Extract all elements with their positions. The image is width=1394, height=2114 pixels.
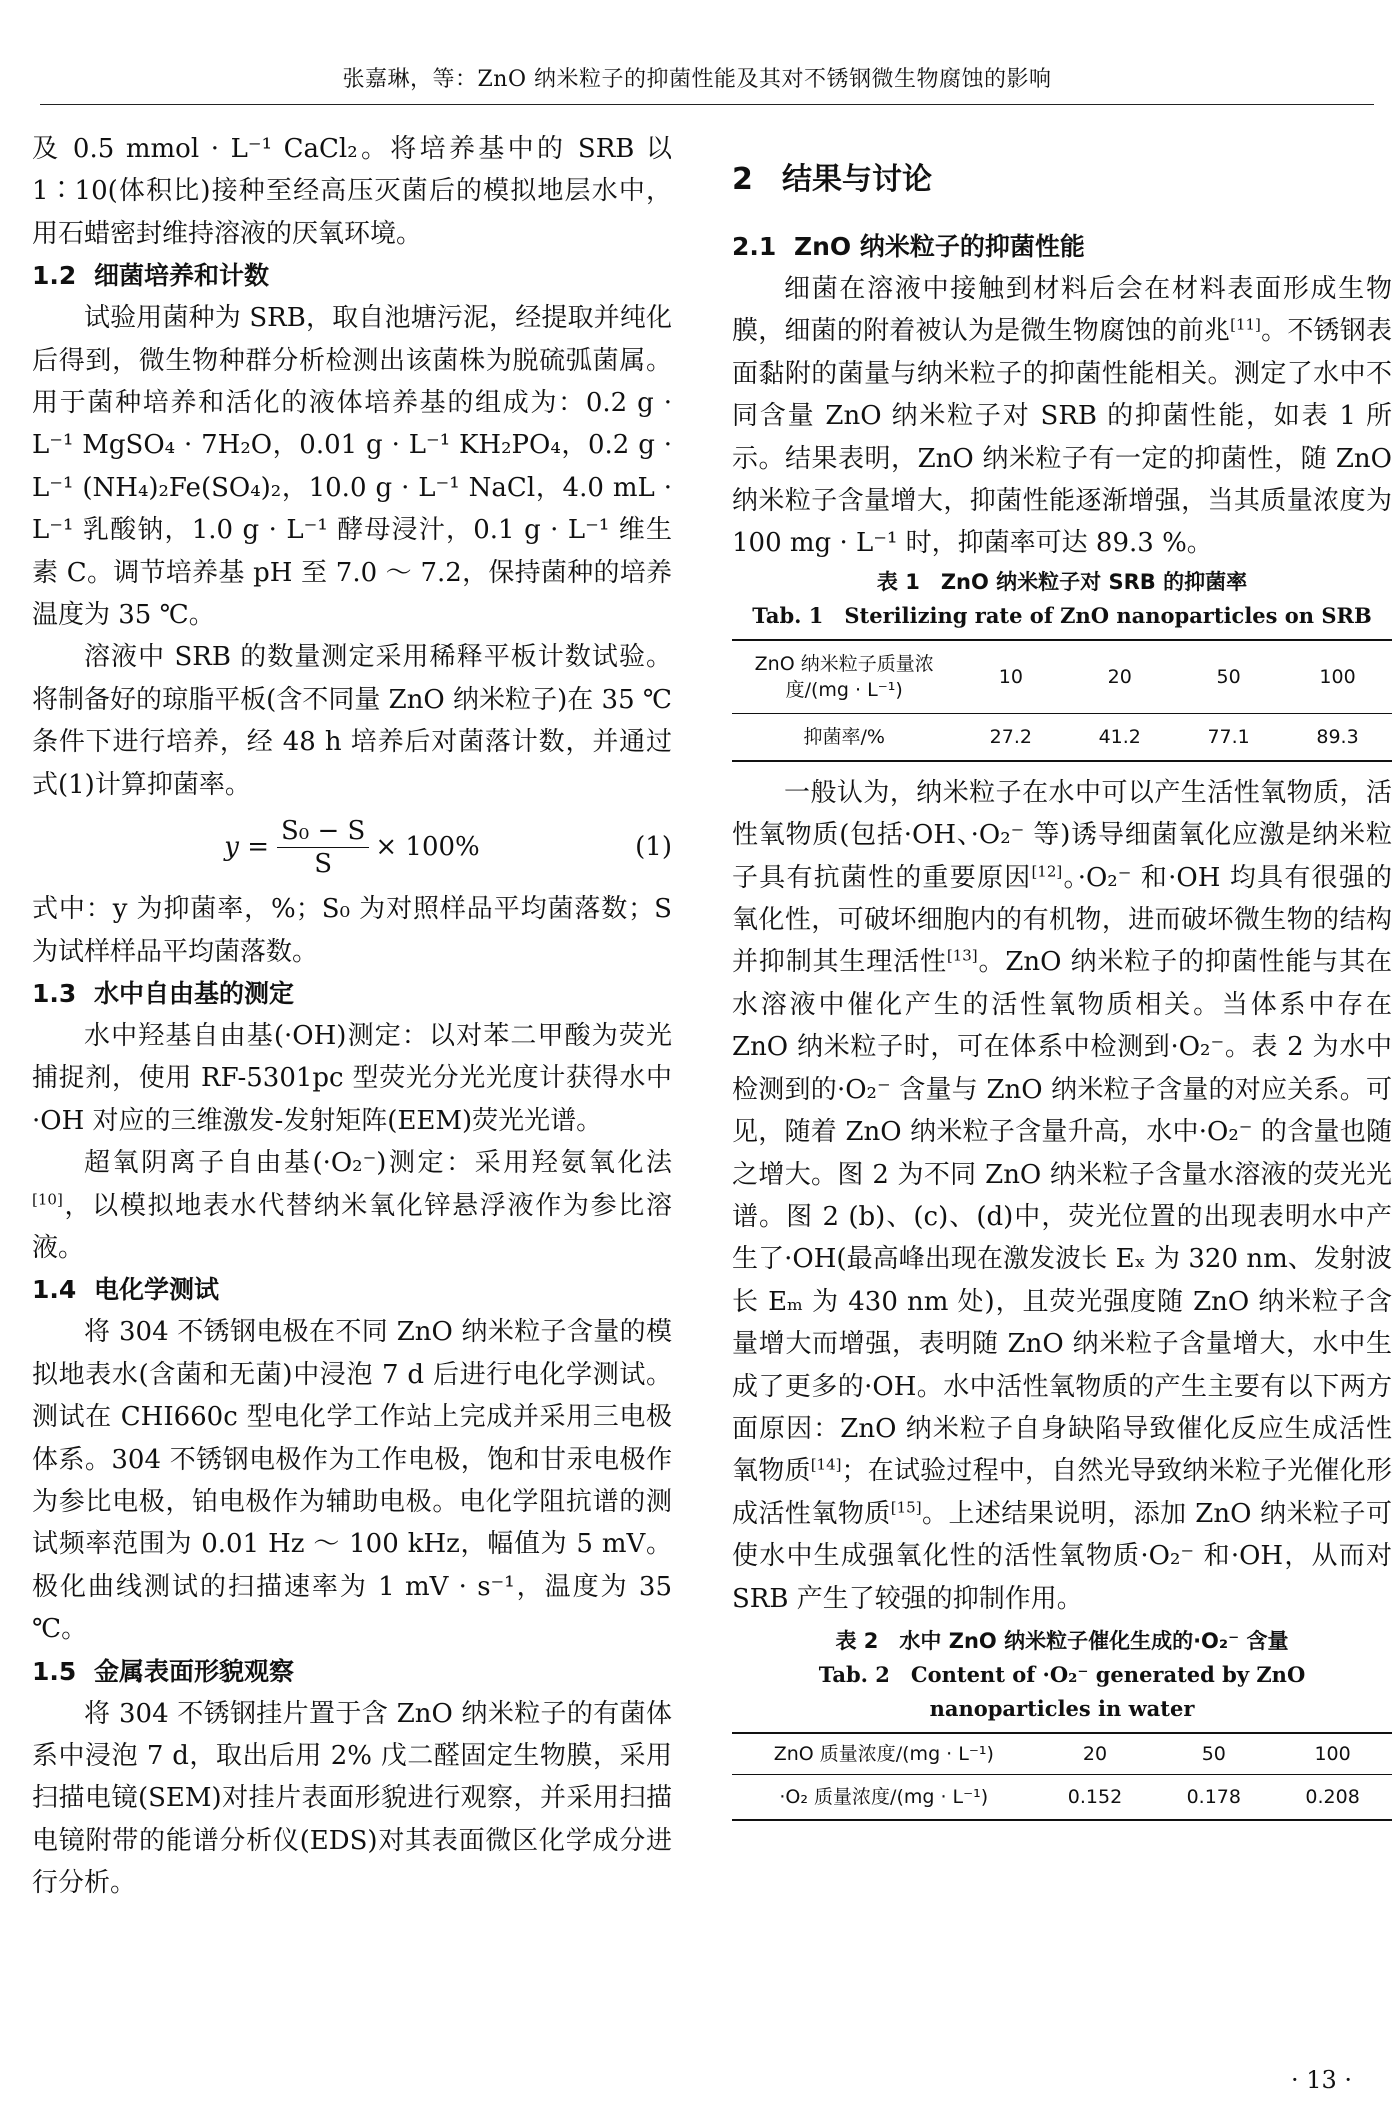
table-cell: 0.152	[1067, 1785, 1123, 1808]
paragraph-hydroxyl: 水中羟基自由基(·OH)测定：以对苯二甲酸为荧光捕捉剂，使用 RF-5301pc 型荧光分光光度计获得水中·OH 对应的三维激发-发射矩阵(EEM)荧光光谱。	[32, 1020, 672, 1136]
citation: [12]	[1031, 862, 1063, 880]
text-run: 细菌在溶液中接触到材料后会在材料表面形成生物膜，细菌的附着被认为是微生物腐蚀的前兆	[732, 274, 1392, 347]
paragraph-morphology: 将 304 不锈钢挂片置于含 ZnO 纳米粒子的有菌体系中浸泡 7 d，取出后用 2% 戊二醛固定生物膜，采用扫描电镜(SEM)对挂片表面形貌进行观察，并采用扫描电镜附带的能谱分析仪(EDS)对其表面微区化学成分进行分析。	[32, 1698, 672, 1899]
table-row-label: ZnO 纳米粒子质量浓度/(mg · L⁻¹)	[732, 640, 956, 714]
equation-1	[32, 806, 672, 888]
citation: [13]	[946, 946, 978, 965]
right-column	[732, 160, 1392, 1821]
paragraph-continued: 及 0.5 mmol · L⁻¹ CaCl₂。将培养基中的 SRB 以 1∶10(体积比)接种至经高压灭菌后的模拟地层水中，用石蜡密封维持溶液的厌氧环境。	[32, 134, 672, 249]
section-1-4-heading	[32, 1269, 672, 1311]
section-number: 1.2	[32, 261, 77, 291]
table-row-label: ·O₂ 质量浓度/(mg · L⁻¹)	[779, 1785, 989, 1808]
table-1-caption-en: Tab. 1 Sterilizing rate of ZnO nanoparticles on SRB	[752, 602, 1372, 628]
paragraph-equation-notes: 式中：y 为抑菌率，%；S₀ 为对照样品平均菌落数；S 为试样样品平均菌落数。	[32, 894, 672, 967]
equation-lhs: y =	[224, 831, 269, 862]
table-row	[732, 1774, 1392, 1820]
table-cell: 0.208	[1305, 1785, 1360, 1808]
table-cell: 20	[1036, 1733, 1155, 1775]
equation-fraction	[277, 815, 369, 880]
text-run: 。上述结果说明，添加 ZnO 纳米粒子可使水中生成强氧化性的活性氧物质·O₂⁻ 和·OH，从而对 SRB 产生了较强的抑制作用。	[732, 1498, 1392, 1614]
section-title: 结果与讨论	[782, 162, 932, 197]
section-2-heading	[732, 160, 1392, 200]
table-cell: 20	[1065, 640, 1174, 714]
running-header: 张嘉琳，等：ZnO 纳米粒子的抑菌性能及其对不锈钢微生物腐蚀的影响	[342, 67, 1052, 92]
section-2-1-heading	[732, 226, 1392, 268]
table-2-caption-en: Tab. 2 Content of ·O₂⁻ generated by ZnO nanoparticles in water	[818, 1661, 1306, 1721]
section-title: 细菌培养和计数	[94, 261, 270, 291]
paragraph-counting: 溶液中 SRB 的数量测定采用稀释平板计数试验。将制备好的琼脂平板(含不同量 ZnO 纳米粒子)在 35 ℃ 条件下进行培养，经 48 h 培养后对菌落计数，并通过式(1)计算抑菌率。	[32, 642, 672, 800]
citation: [11]	[1230, 315, 1261, 334]
table-row	[732, 640, 1392, 714]
table-1	[732, 639, 1392, 762]
page-number: · 13 ·	[1290, 2066, 1352, 2094]
paragraph-superoxide	[32, 1142, 672, 1269]
citation: [10]	[32, 1189, 63, 1208]
table-cell: 100	[1273, 1733, 1392, 1775]
table-row	[732, 713, 1392, 761]
section-number: 2	[732, 162, 753, 197]
text-run: 一般认为，纳米粒子在水中可以产生活性氧物质，活性氧物质(包括·OH、·O₂⁻ 等)诱导细菌氧化应激是纳米粒子具有抗菌性的重要原因	[732, 777, 1392, 893]
text-run: 。ZnO 纳米粒子的抑菌性能与其在水溶液中催化产生的活性氧物质相关。当体系中存在 ZnO 纳米粒子时，可在体系中检测到·O₂⁻。表 2 为水中检测到的·O₂⁻ 含量与 ZnO 纳米粒子含量的对应关系。可见，随着 ZnO 纳米粒子含量升高，水中·O₂⁻ 的含量也随之增大。图 2 为不同 ZnO 纳米粒子含量水溶液的荧光光谱。图 2 (b)、(c)、(d)中，荧光位置的出现表明水中产生了·OH(最高峰出现在激发波长 Eₓ 为 320 nm、发射波长 Eₘ 为 430 nm 处)，且荧光强度随 ZnO 纳米粒子含量增大而增强，表明随 ZnO 纳米粒子含量增大，水中生成了更多的·OH。水中活性氧物质的产生主要有以下两方面原因：ZnO 纳米粒子自身缺陷导致催化反应生成活性氧物质	[732, 947, 1392, 1487]
table-cell: 77.1	[1207, 725, 1250, 748]
text-run: ；在试验过程中，自然光导致纳米粒子光催化形成活性氧物质	[732, 1456, 1392, 1529]
paragraph-antibacterial	[732, 268, 1392, 565]
equation-numerator: S₀ − S	[277, 815, 369, 848]
header-rule	[40, 104, 1374, 105]
citation: [15]	[890, 1498, 922, 1517]
table-cell: 100	[1283, 640, 1392, 714]
paragraph-ros	[732, 772, 1392, 1620]
section-title: 电化学测试	[94, 1275, 220, 1305]
table-cell: 50	[1174, 640, 1283, 714]
section-1-3-heading	[32, 973, 672, 1015]
section-number: 1.4	[32, 1275, 77, 1305]
equation-denominator: S	[314, 848, 333, 879]
section-number: 2.1	[732, 232, 777, 261]
text-run: 。·O₂⁻ 和·OH 均具有很强的氧化性，可破坏细胞内的有机物，进而破坏微生物的结构并抑制其生理活性	[732, 862, 1392, 978]
text-run: 超氧阴离子自由基(·O₂⁻)测定：采用羟氨氧化法	[84, 1148, 672, 1179]
section-1-5-heading	[32, 1651, 672, 1693]
table-cell: 10	[956, 640, 1065, 714]
equation-label: (1)	[635, 832, 672, 863]
citation: [14]	[810, 1455, 842, 1474]
table-row-label: ZnO 质量浓度/(mg · L⁻¹)	[732, 1733, 1036, 1775]
text-run: ，以模拟地表水代替纳米氧化锌悬浮液作为参比溶液。	[32, 1190, 672, 1263]
equation-rhs: × 100%	[375, 831, 480, 862]
section-1-2-heading	[32, 255, 672, 297]
section-title: 水中自由基的测定	[94, 978, 295, 1008]
table-1-caption-cn: 表 1 ZnO 纳米粒子对 SRB 的抑菌率	[876, 569, 1248, 594]
paragraph-culture: 试验用菌种为 SRB，取自池塘污泥，经提取并纯化后得到，微生物种群分析检测出该菌株为脱硫弧菌属。用于菌种培养和活化的液体培养基的组成为：0.2 g · L⁻¹ MgSO₄ · 7H₂O，0.01 g · L⁻¹ KH₂PO₄，0.2 g · L⁻¹ (NH₄)₂Fe(SO₄)₂，10.0 g · L⁻¹ NaCl，4.0 mL · L⁻¹ 乳酸钠，1.0 g · L⁻¹ 酵母浸汁，0.1 g · L⁻¹ 维生素 C。调节培养基 pH 至 7.0 ～ 7.2，保持菌种的培养温度为 35 ℃。	[32, 303, 672, 631]
section-title: 金属表面形貌观察	[94, 1656, 295, 1686]
paragraph-electrochemistry: 将 304 不锈钢电极在不同 ZnO 纳米粒子含量的模拟地表水(含菌和无菌)中浸泡 7 d 后进行电化学测试。测试在 CHI660c 型电化学工作站上完成并采用三电极体系。304 不锈钢电极作为工作电极，饱和甘汞电极作为参比电极，铂电极作为辅助电极。电化学阻抗谱的测试频率范围为 0.01 Hz ～ 100 kHz，幅值为 5 mV。极化曲线测试的扫描速率为 1 mV · s⁻¹，温度为 35 ℃。	[32, 1317, 672, 1645]
table-cell: 50	[1154, 1733, 1273, 1775]
table-cell: 27.2	[989, 725, 1032, 748]
table-row	[732, 1733, 1392, 1775]
table-cell: 89.3	[1316, 725, 1359, 748]
section-number: 1.3	[32, 978, 77, 1008]
text-run: 。不锈钢表面黏附的菌量与纳米粒子的抑菌性能相关。测定了水中不同含量 ZnO 纳米粒子对 SRB 的抑菌性能，如表 1 所示。结果表明，ZnO 纳米粒子有一定的抑菌性，随 ZnO 纳米粒子含量增大，抑菌性能逐渐增强，当其质量浓度为 100 mg · L⁻¹ 时，抑菌率可达 89.3 %。	[732, 316, 1392, 559]
table-2	[732, 1732, 1392, 1821]
table-cell: 0.178	[1186, 1785, 1241, 1808]
table-2-caption-cn: 表 2 水中 ZnO 纳米粒子催化生成的·O₂⁻ 含量	[835, 1628, 1289, 1653]
left-column	[32, 128, 672, 1905]
section-number: 1.5	[32, 1656, 77, 1686]
section-title: ZnO 纳米粒子的抑菌性能	[794, 232, 1085, 261]
table-cell: 41.2	[1098, 725, 1141, 748]
table-row-label: 抑菌率/%	[803, 725, 885, 748]
